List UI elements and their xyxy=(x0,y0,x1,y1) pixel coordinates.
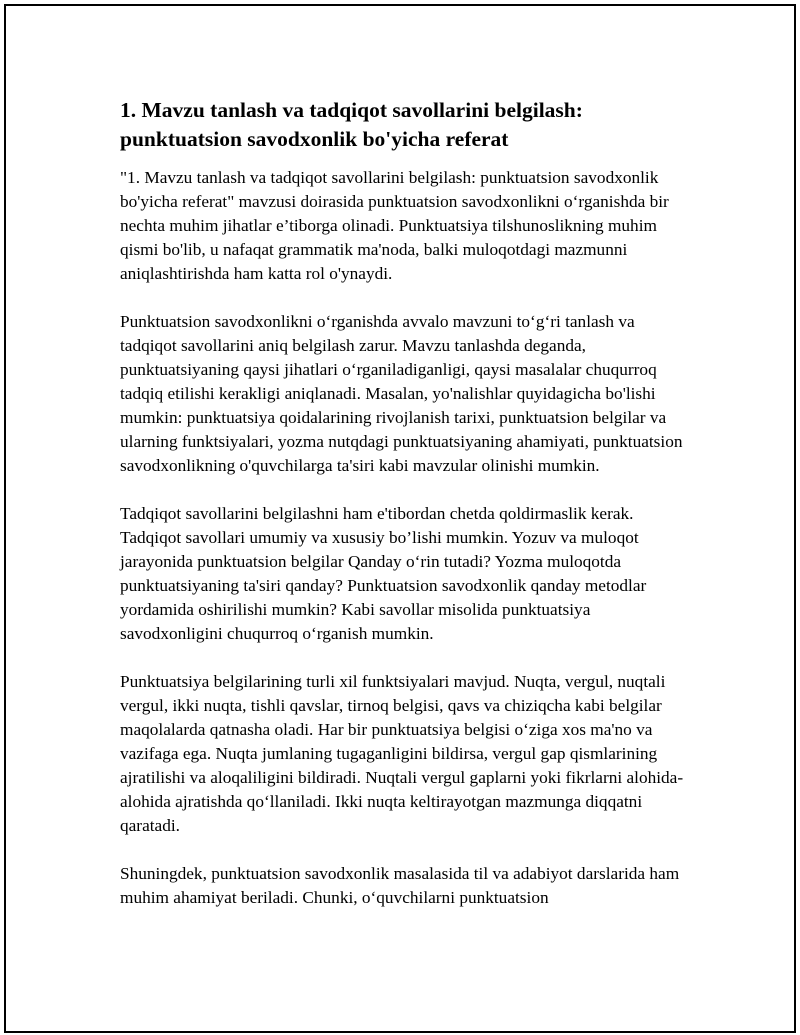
page-frame xyxy=(4,4,796,1033)
paragraph-intro: "1. Mavzu tanlash va tadqiqot savollarini belgilash: punktuatsion savodxonlik bo'yicha referat" mavzusi doirasida punktuatsion savodxonlikni o‘rganishda bir nechta muhim jihatlar e’tiborga olinadi. Punktuatsiya tilshunoslikning muhim qismi bo'lib, u nafaqat grammatik ma'noda, balki muloqotdagi mazmunni aniqlashtirishda ham katta rol o'ynaydi. xyxy=(120,168,669,283)
paragraph-topic-selection: Punktuatsion savodxonlikni o‘rganishda avvalo mavzuni to‘g‘ri tanlash va tadqiqot savollarini aniq belgilash zarur. Mavzu tanlashda deganda, punktuatsiyaning qaysi jihatlari o‘rganiladiganligi, qaysi masalalar chuqurroq tadqiq etilishi kerakligi aniqlanadi. Masalan, yo'nalishlar quyidagicha bo'lishi mumkin: punktuatsiya qoidalarining rivojlanish tarixi, punktuatsion belgilar va ularning funktsiyalari, yozma nutqdagi punktuatsiyaning ahamiyati, punktuatsion savodxonlikning o'quvchilarga ta'siri kabi mavzular olinishi mumkin. xyxy=(120,312,683,475)
document-body xyxy=(120,96,692,934)
paragraph-punctuation-functions: Punktuatsiya belgilarining turli xil funktsiyalari mavjud. Nuqta, vergul, nuqtali vergul, ikki nuqta, tishli qavslar, tirnoq belgisi, qavs va chiziqcha kabi belgilar maqolalarda qatnasha oladi. Har bir punktuatsiya belgisi o‘ziga xos ma'no va vazifaga ega. Nuqta jumlaning tugaganligini bildirsa, vergul gap qismlarining ajratilishi va aloqaliligini bildiradi. Nuqtali vergul gaplarni yoki fikrlarni alohida-alohida ajratishda qo‘llaniladi. Ikki nuqta keltirayotgan mazmunga diqqatni qaratadi. xyxy=(120,672,684,835)
document-title: 1. Mavzu tanlash va tadqiqot savollarini belgilash: punktuatsion savodxonlik bo'yicha referat xyxy=(120,98,583,151)
paragraph-research-questions: Tadqiqot savollarini belgilashni ham e'tibordan chetda qoldirmaslik kerak. Tadqiqot savollari umumiy va xususiy bo’lishi mumkin. Yozuv va muloqot jarayonida punktuatsion belgilar Qanday o‘rin tutadi? Yozma muloqotda punktuatsiyaning ta'siri qanday? Punktuatsion savodxonlik qanday metodlar yordamida oshirilishi mumkin? Kabi savollar misolida punktuatsiya savodxonligini chuqurroq o‘rganish mumkin. xyxy=(120,504,647,643)
paragraph-education: Shuningdek, punktuatsion savodxonlik masalasida til va adabiyot darslarida ham muhim ahamiyat beriladi. Chunki, o‘quvchilarni punktuatsion xyxy=(120,864,680,907)
